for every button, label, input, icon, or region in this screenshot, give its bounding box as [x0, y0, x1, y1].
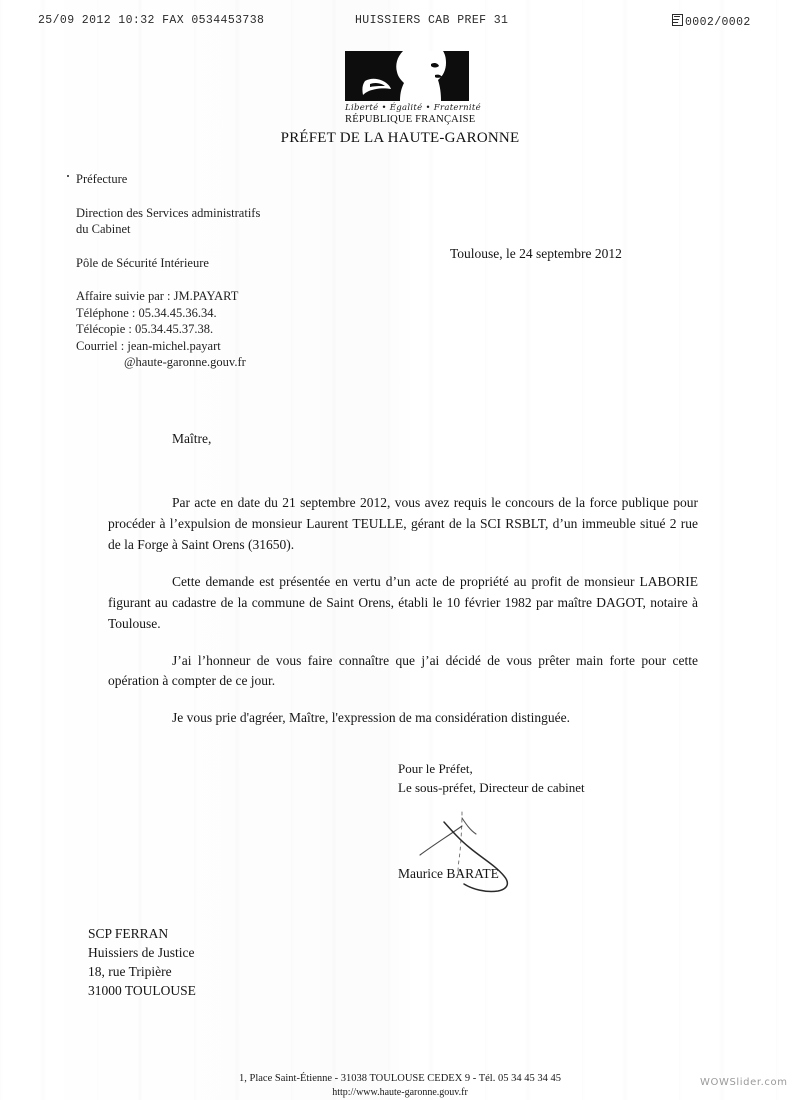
- recipient-block: [88, 924, 196, 1001]
- letter-paragraph: Cette demande est présentée en vertu d’un acte de propriété au profit de monsieur LABORIE figurant au cadastre de la commune de Saint Orens, établi le 10 février 1982 par maître DAGOT, notaire à Toulouse.: [108, 573, 698, 631]
- fax-transmission-header: [0, 14, 800, 32]
- recipient-line1: SCP FERRAN: [88, 926, 169, 941]
- page-footer: [0, 1072, 800, 1100]
- fax-page-counter: [672, 14, 751, 29]
- footer-address: 1, Place Saint-Étienne - 31038 TOULOUSE CEDEX 9 - Tél. 05 34 45 34 45: [239, 1073, 561, 1084]
- marianne-logo-icon: [345, 51, 469, 101]
- bullet-dot-icon: [67, 175, 69, 177]
- fax-page-icon: [672, 14, 683, 26]
- republic-name: RÉPUBLIQUE FRANÇAISE: [345, 114, 476, 125]
- sender-fax: Télécopie : 05.34.45.37.38.: [76, 322, 214, 336]
- sender-contact-group: [76, 288, 376, 371]
- fax-origin-info: 25/09 2012 10:32 FAX 0534453738: [38, 14, 265, 27]
- letter-paragraph: Par acte en date du 21 septembre 2012, vous avez requis le concours de la force publique pour procéder à l’expulsion de monsieur Laurent TEULLE, gérant de la SCI RSBLT, d’un immeuble situé 2 rue de la Forge à Saint Orens (31650).: [108, 495, 698, 552]
- sender-direction-line1: Direction des Services administratifs: [76, 205, 261, 220]
- sender-direction-group: [76, 205, 376, 238]
- letter-paragraph: J’ai l’honneur de vous faire connaître que j’ai décidé de vous prêter main forte pour cette opération à compter de ce jour.: [108, 652, 698, 689]
- footer-url: http://www.haute-garonne.gouv.fr: [332, 1087, 468, 1099]
- fax-page-counter-value: 0002/0002: [685, 16, 751, 29]
- sender-organisation: Préfecture: [76, 172, 128, 186]
- recipient-line3: 18, rue Tripière: [88, 964, 172, 980]
- republic-crest: [345, 51, 481, 125]
- watermark: WOWSlider.com: [700, 1077, 788, 1088]
- signatory-name: Maurice BARATE: [398, 866, 499, 881]
- sender-phone: Téléphone : 05.34.45.36.34.: [76, 305, 217, 320]
- sender-pole: Pôle de Sécurité Intérieure: [76, 255, 209, 270]
- signature-line2: Le sous-préfet, Directeur de cabinet: [398, 779, 585, 795]
- letter-body: [108, 493, 698, 729]
- sender-direction-line2: du Cabinet: [76, 222, 131, 236]
- recipient-line2: Huissiers de Justice: [88, 945, 195, 961]
- signature-block: [398, 760, 688, 798]
- page-title: PRÉFET DE LA HAUTE-GARONNE: [280, 130, 520, 146]
- letter-paragraph: Je vous prie d'agréer, Maître, l'expression de ma considération distinguée.: [172, 710, 570, 726]
- signature-line1: Pour le Préfet,: [398, 761, 473, 776]
- dateline: Toulouse, le 24 septembre 2012: [450, 246, 622, 261]
- sender-organisation-group: [76, 171, 376, 188]
- sender-email-line2: @haute-garonne.gouv.fr: [124, 355, 246, 369]
- sender-handled-by: Affaire suivie par : JM.PAYART: [76, 289, 239, 303]
- sender-email-line1: Courriel : jean-michel.payart: [76, 338, 221, 353]
- salutation: Maître,: [172, 431, 212, 446]
- recipient-line4: 31000 TOULOUSE: [88, 983, 196, 999]
- fax-sender-id: HUISSIERS CAB PREF 31: [355, 14, 509, 27]
- sender-block: [76, 171, 376, 371]
- sender-pole-group: [76, 255, 376, 272]
- republic-motto: Liberté • Égalité • Fraternité: [345, 103, 481, 113]
